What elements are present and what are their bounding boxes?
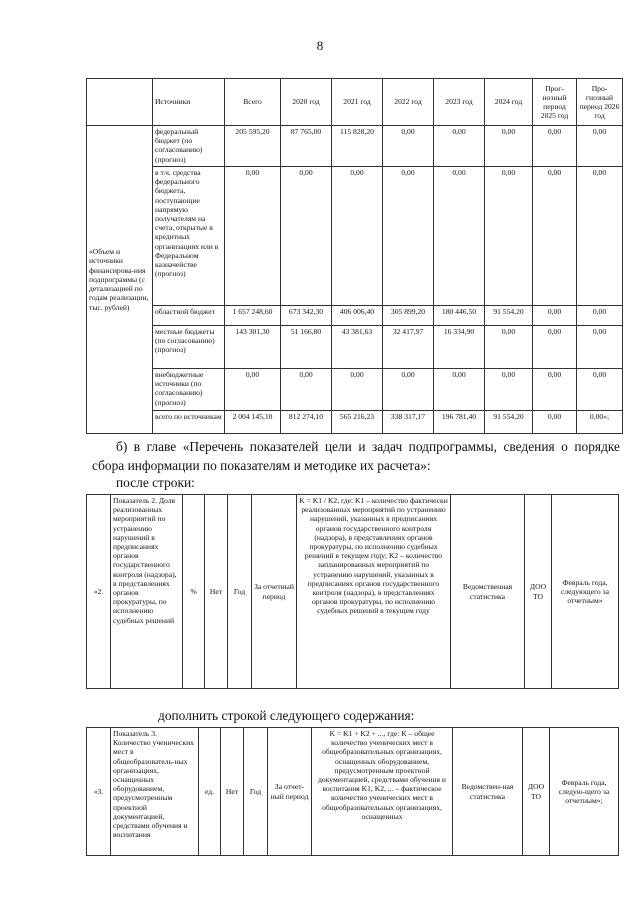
value-cell: 0,00 <box>332 167 383 306</box>
value-cell: 0,00 <box>434 369 485 411</box>
indicator-name: Показатель 2. Доля реализованных мероприятий по устранению нарушений в предписаниях органов государственного контроля (надзора), в представлениях органов прокуратуры, по исполнению судебных решений <box>111 495 183 689</box>
table-row <box>87 306 623 326</box>
value-cell: 16 334,90 <box>434 326 485 369</box>
supplement-line: дополнить строкой следующего содержания: <box>158 708 415 723</box>
value-cell: 338 317,17 <box>383 411 434 434</box>
value-cell: 0,00 <box>533 167 577 306</box>
cell: За отчетный период <box>252 495 297 689</box>
header-cell: 2021 год <box>332 79 383 126</box>
value-cell: 565 216,23 <box>332 411 383 434</box>
source-cell: в т.ч. средства федерального бюджета, поступающие напрямую получателям на счета, открытые в кредитных организациях или в Федеральном казначействе (прогноз) <box>153 167 225 306</box>
deadline-cell: Февраль года, следующего за отчетным» <box>552 495 619 689</box>
header-cell: 2022 год <box>383 79 434 126</box>
value-cell: 0,00 <box>281 369 332 411</box>
cell: Нет <box>221 728 244 856</box>
row-label: «Объем и источники финансирова-ния подпрограммы (с детализацией по годам реализации, тыс. рублей) <box>87 126 153 434</box>
source-cell: федеральный бюджет (по согласованию) (прогноз) <box>153 126 225 167</box>
header-cell: 2023 год <box>434 79 485 126</box>
value-cell: 205 595,20 <box>225 126 281 167</box>
table-row <box>87 728 619 856</box>
value-cell: 0,00 <box>485 126 533 167</box>
blank-header-cell <box>87 79 153 126</box>
value-cell: 0,00 <box>383 369 434 411</box>
org-cell: ДОО ТО <box>525 495 552 689</box>
header-cell: Про-гнозный период 2026 год <box>577 79 623 126</box>
header-cell: 2020 год <box>281 79 332 126</box>
value-cell: 143 301,30 <box>225 326 281 369</box>
value-cell: 87 765,00 <box>281 126 332 167</box>
value-cell: 812 274,10 <box>281 411 332 434</box>
value-cell: 0,00 <box>383 126 434 167</box>
value-cell: 0,00 <box>485 369 533 411</box>
deadline-cell: Февраль года, следую-щего за отчетным»; <box>550 728 619 856</box>
source-cell: местные бюджеты (по согласованию) (прогноз) <box>153 326 225 369</box>
value-cell: 673 342,30 <box>281 306 332 326</box>
indicator-3-table <box>86 727 619 856</box>
after-line: после строки: <box>116 475 195 490</box>
table-row <box>87 126 623 167</box>
value-cell: 180 446,50 <box>434 306 485 326</box>
financing-table <box>86 78 623 434</box>
cell: Год <box>228 495 252 689</box>
value-cell: 0,00 <box>485 326 533 369</box>
table-row <box>87 495 619 689</box>
source-cell: всего по источникам <box>153 411 225 434</box>
header-cell: 2024 год <box>485 79 533 126</box>
value-cell: 115 828,20 <box>332 126 383 167</box>
value-cell: 0,00 <box>533 326 577 369</box>
indicator-name: Показатель 3. Количество ученических мест в общеобразователь-ных организациях, оснащенных оборудованием, предусмотренным проектной документацией, средствами обучения и воспитания <box>111 728 199 856</box>
header-cell: Прог-нозный период 2025 год <box>533 79 577 126</box>
value-cell: 0,00 <box>533 306 577 326</box>
value-cell: 0,00 <box>332 369 383 411</box>
row-number: «3. <box>87 728 111 856</box>
value-cell: 0,00 <box>577 126 623 167</box>
value-cell: 0,00 <box>577 369 623 411</box>
cell: За отчет-ный период <box>268 728 312 856</box>
value-cell: 43 381,63 <box>332 326 383 369</box>
source-cell: областной бюджет <box>153 306 225 326</box>
unit-cell: % <box>183 495 205 689</box>
table-row <box>87 167 623 306</box>
value-cell: 0,00 <box>533 126 577 167</box>
header-cell: Всего <box>225 79 281 126</box>
value-cell: 0,00 <box>533 411 577 434</box>
unit-cell: ед. <box>199 728 221 856</box>
source-cell: внебюджетные источники (по согласованию) (прогноз) <box>153 369 225 411</box>
value-cell: 196 781,40 <box>434 411 485 434</box>
value-cell: 0,00 <box>225 369 281 411</box>
value-cell: 2 004 145,10 <box>225 411 281 434</box>
value-cell: 406 006,40 <box>332 306 383 326</box>
value-cell: 0,00 <box>533 369 577 411</box>
table-row <box>87 411 623 434</box>
row-number: «2. <box>87 495 111 689</box>
header-cell: Источники <box>153 79 225 126</box>
value-cell: 0,00 <box>577 167 623 306</box>
formula-cell: K = K1 + K2 + ..., где: K – общее количество ученических мест в общеобразовательных организациях, оснащенных оборудованием, предусмотренным проектной документацией, средствами обучения и воспитания K1, K2, ... – фактическое количество ученических мест в общеобразовательных организациях, оснащенных <box>312 728 453 856</box>
value-cell: 0,00 <box>485 167 533 306</box>
table-row <box>87 326 623 369</box>
value-cell: 91 554,20 <box>485 306 533 326</box>
value-cell: 0,00 <box>281 167 332 306</box>
value-cell: 1 657 248,60 <box>225 306 281 326</box>
org-cell: ДОО ТО <box>523 728 550 856</box>
value-cell: 51 166,80 <box>281 326 332 369</box>
paragraph-b: б) в главе «Перечень показателей цели и задач подпрограммы, сведения о порядке сбора информации по показателям и методике их расчета»: <box>92 439 620 473</box>
value-cell: 32 417,97 <box>383 326 434 369</box>
cell: Нет <box>205 495 228 689</box>
table-row <box>87 369 623 411</box>
formula-cell: K = K1 / K2, где: K1 – количество фактически реализованных мероприятий по устранению нарушений, указанных в предписаниях органов государственного контроля (надзора), в представлениях органов прокуратуры, по исполнению судебных решений в текущем году; K2 – количество запланированных мероприятий по устранению нарушений, указанных в предписаниях органов государственного контроля (надзора), в представлениях органов прокуратуры, по исполнению судебных решений в текущем году <box>297 495 451 689</box>
page-number: 8 <box>316 38 324 53</box>
source-cell: Ведомственная статистика <box>451 495 525 689</box>
value-cell: 305 899,20 <box>383 306 434 326</box>
indicator-2-table <box>86 494 619 689</box>
source-cell: Ведомствен-ная статистика <box>453 728 523 856</box>
cell: Год <box>244 728 268 856</box>
value-cell: 0,00 <box>383 167 434 306</box>
value-cell: 0,00 <box>577 326 623 369</box>
value-cell: 0,00»; <box>577 411 623 434</box>
value-cell: 0,00 <box>434 126 485 167</box>
value-cell: 0,00 <box>577 306 623 326</box>
value-cell: 0,00 <box>434 167 485 306</box>
value-cell: 0,00 <box>225 167 281 306</box>
value-cell: 91 554,20 <box>485 411 533 434</box>
